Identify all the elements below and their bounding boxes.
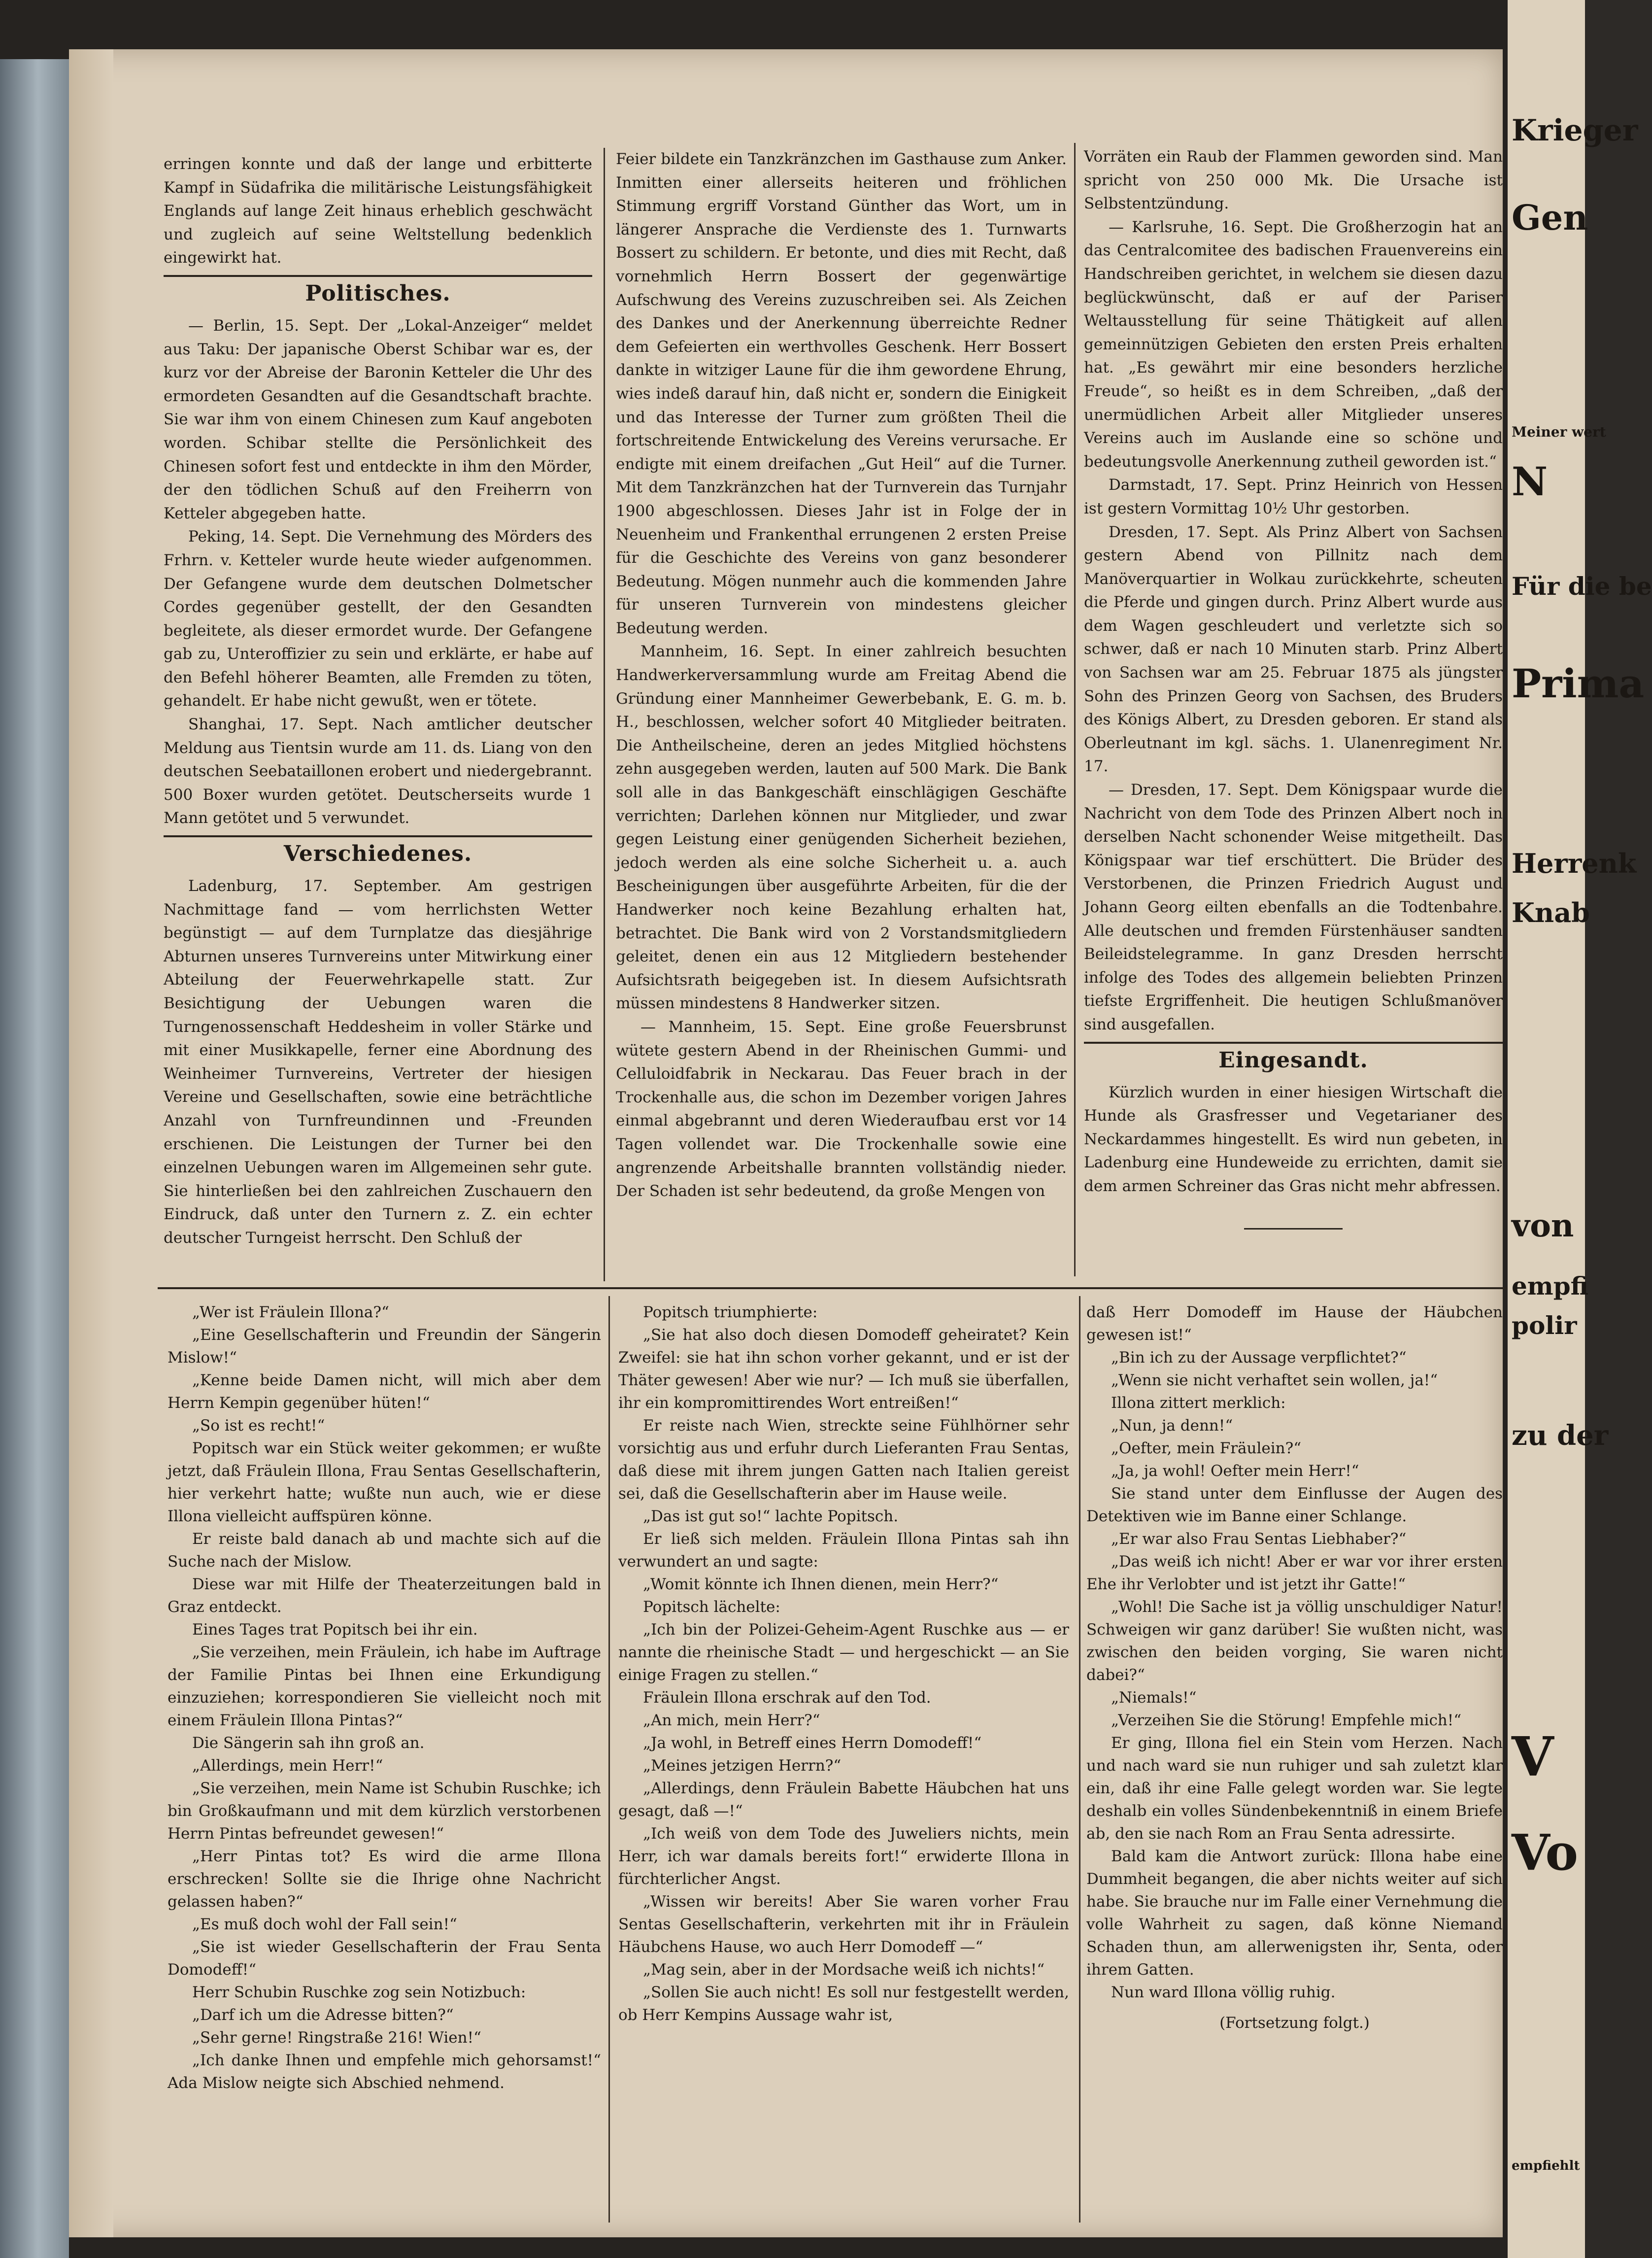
column-divider	[604, 148, 605, 1281]
story-paragraph: Fräulein Illona erschrak auf den Tod.	[643, 1689, 931, 1707]
story-paragraph: „Nun, ja denn!“	[1111, 1417, 1233, 1435]
ad-fragment: Meiner wert	[1512, 424, 1606, 440]
article-text: Vorräten ein Raub der Flammen geworden sind. Man spricht von 250 000 Mk. Die Ursache ist Selbstentzündung.	[1084, 148, 1503, 213]
article-text: Mannheim, 16. Sept. In einer zahlreich besuchten Handwerkerversammlung wurde am Freitag Abend die Gründung einer Mannheimer Gewerbebank, E. G. m. b. H., beschlossen, welcher sofort 40 Mitglieder beitraten. Die Antheilscheine, deren an jedes Mitglied höchstens zehn ausgegeben werden, lauten auf 500 Mark. Die Bank soll alle in das Bankgeschäft einschlägigen Geschäfte verrichten; Darlehen können nur Mitglieder, und zwar gegen Leistung einer genügenden Sicherheit beziehen, jedoch werden als eine solche Sicherheit u. a. auch Bescheinigungen über ausgeführte Arbeiten, für die der Handwerker noch keine Bezahlung erhalten hat, betrachtet. Die Bank wird von 2 Vorstandsmitgliedern geleitet, denen ein aus 12 Mitgliedern bestehender Aufsichtsrath beigegeben ist. In diesem Aufsichtsrath müssen mindestens 8 Handwerker sitzen.	[616, 643, 1067, 1013]
story-paragraph: „Wohl! Die Sache ist ja völlig unschuldiger Natur! Schweigen wir ganz darüber! Sie wußten nicht, was zwischen den beiden vorging, Sie waren nicht dabei?“	[1086, 1598, 1503, 1684]
article-text: — Karlsruhe, 16. Sept. Die Großherzogin hat an das Centralcomitee des badischen Frauenvereins ein Handschreiben gerichtet, in welchem sie diesen dazu beglückwünscht, daß er auf der Pariser Weltausstellung für seine Thätigkeit auf allen gemeinnützigen Gebieten den ersten Preis erhalten hat. „Es gewährt mir eine besonders herzliche Freude“, so heißt es in dem Schreiben, „daß der unermüdlichen Arbeit aller Mitglieder unseres Vereins auch im Auslande eine so schöne und bedeutungsvolle Anerkennung zutheil geworden ist.“	[1084, 218, 1503, 471]
story-paragraph: „Allerdings, mein Herr!“	[192, 1757, 383, 1775]
story-paragraph: Nun ward Illona völlig ruhig.	[1111, 1984, 1336, 2001]
story-paragraph: „Ja, ja wohl! Oefter mein Herr!“	[1111, 1462, 1359, 1480]
story-paragraph: „Meines jetzigen Herrn?“	[643, 1757, 842, 1775]
story-paragraph: Er ließ sich melden. Fräulein Illona Pintas sah ihn verwundert an und sagte:	[618, 1530, 1069, 1571]
story-paragraph: „Niemals!“	[1111, 1689, 1197, 1707]
column-divider	[608, 1296, 610, 2223]
story-paragraph: „Herr Pintas tot? Es wird die arme Illona erschrecken! Sollte sie die Ihrige ohne Nachricht gelassen haben?“	[168, 1847, 601, 1911]
article-text: Kürzlich wurden in einer hiesigen Wirtschaft die Hunde als Grasfresser und Vegetarianer des Neckardammes hingestellt. Es wird nun gebeten, in Ladenburg eine Hundeweide zu errichten, damit sie dem armen Schreiner das Gras nicht mehr abfressen.	[1084, 1083, 1503, 1195]
continued-note: (Fortsetzung folgt.)	[1219, 2014, 1370, 2032]
story-paragraph: Diese war mit Hilfe der Theaterzeitungen bald in Graz entdeckt.	[168, 1575, 601, 1616]
story-paragraph: „Sie ist wieder Gesellschafterin der Frau Senta Domodeff!“	[168, 1938, 601, 1979]
story-paragraph: Popitsch war ein Stück weiter gekommen; er wußte jetzt, daß Fräulein Illona, Frau Sentas Gesellschafterin, hier verkehrt hatte; wußte nun auch, wie er diese Illona vielleicht auffspüren könne.	[168, 1439, 601, 1525]
story-paragraph: Popitsch triumphierte:	[643, 1303, 818, 1321]
news-column-1	[164, 153, 592, 1250]
section-heading-eingesandt: Eingesandt.	[1084, 1042, 1503, 1075]
story-paragraph: „Ich danke Ihnen und empfehle mich gehorsamst!“ Ada Mislow neigte sich Abschied nehmend.	[168, 2052, 601, 2092]
story-paragraph: Sie stand unter dem Einflusse der Augen des Detektiven wie im Banne einer Schlange.	[1086, 1485, 1503, 1525]
article-text: — Mannheim, 15. Sept. Eine große Feuersbrunst wütete gestern Abend in der Rheinischen Gummi- und Celluloidfabrik in Neckarau. Das Feuer brach in der Trockenhalle aus, die schon im Dezember vorigen Jahres einmal abgebrannt und deren Wiederaufbau erst vor 14 Tagen vollendet war. Die Trockenhalle sowie eine angrenzende Arbeitshalle brannten vollständig nieder. Der Schaden ist sehr bedeutend, da große Mengen von	[616, 1018, 1067, 1200]
story-paragraph: „Sie verzeihen, mein Fräulein, ich habe im Auftrage der Familie Pintas bei Ihnen eine Erkundigung einzuziehen; korrespondieren Sie vielleicht noch mit einem Fräulein Illona Pintas?“	[168, 1643, 601, 1729]
story-paragraph: Eines Tages trat Popitsch bei ihr ein.	[192, 1621, 478, 1639]
story-paragraph: „Allerdings, denn Fräulein Babette Häubchen hat uns gesagt, daß —!“	[618, 1779, 1069, 1820]
column-divider	[1074, 143, 1076, 1276]
story-paragraph: Er reiste nach Wien, streckte seine Fühlhörner sehr vorsichtig aus und erfuhr durch Lieferanten Frau Sentas, daß diese mit ihrem jungen Gatten nach Italien gereist sei, daß die Gesellschafterin aber im Hause weile.	[618, 1417, 1069, 1503]
section-heading-verschiedenes: Verschiedenes.	[164, 835, 592, 869]
story-paragraph: „Bin ich zu der Aussage verpflichtet?“	[1111, 1349, 1407, 1367]
ad-fragment: Herrenk	[1512, 848, 1637, 879]
story-paragraph: „Eine Gesellschafterin und Freundin der Sängerin Mislow!“	[168, 1326, 601, 1367]
story-paragraph: „Er war also Frau Sentas Liebhaber?“	[1111, 1530, 1407, 1548]
story-paragraph: Bald kam die Antwort zurück: Illona habe eine Dummheit begangen, die aber nichts weiter auf sich habe. Sie brauche nur im Falle einer Vernehmung die volle Wahrheit zu sagen, daß könne Niemand Schaden thun, am allerwenigsten ihr, Senta, oder ihrem Gatten.	[1086, 1847, 1503, 1979]
story-paragraph: Die Sängerin sah ihn groß an.	[192, 1734, 425, 1752]
section-heading-politisches: Politisches.	[164, 275, 592, 308]
story-paragraph: Illona zittert merklich:	[1111, 1394, 1286, 1412]
story-paragraph: daß Herr Domodeff im Hause der Häubchen gewesen ist!“	[1086, 1303, 1503, 1344]
story-paragraph: „Das weiß ich nicht! Aber er war vor ihrer ersten Ehe ihr Verlobter und ist jetzt ihr Gatte!“	[1086, 1553, 1503, 1593]
story-paragraph: Herr Schubin Ruschke zog sein Notizbuch:	[192, 1984, 526, 2001]
feuilleton-column-2	[618, 1301, 1069, 2026]
story-paragraph: „Sie verzeihen, mein Name ist Schubin Ruschke; ich bin Großkaufmann und mit dem kürzlich verstorbenen Herrn Pintas befreundet gewesen!“	[168, 1779, 601, 1843]
story-paragraph: „Sollen Sie auch nicht! Es soll nur festgestellt werden, ob Herr Kempins Aussage wahr ist,	[618, 1984, 1069, 2024]
ad-fragment: empfi	[1512, 1271, 1589, 1300]
feuilleton-divider	[158, 1287, 1508, 1289]
ad-fragment: Krieger	[1512, 113, 1638, 148]
ad-fragment: Knab	[1512, 897, 1590, 928]
ad-fragment: Vo	[1512, 1823, 1579, 1882]
story-paragraph: „Oefter, mein Fräulein?“	[1111, 1439, 1302, 1457]
ad-fragment: von	[1512, 1207, 1574, 1244]
story-paragraph: „An mich, mein Herr?“	[643, 1711, 820, 1729]
story-paragraph: „Ich bin der Polizei-Geheim-Agent Ruschke aus — er nannte die rheinische Stadt — und hergeschickt — an Sie einige Fragen zu stellen.“	[618, 1621, 1069, 1684]
story-paragraph: „Verzeihen Sie die Störung! Empfehle mich!“	[1111, 1711, 1462, 1729]
story-paragraph: „Mag sein, aber in der Mordsache weiß ich nichts!“	[643, 1961, 1045, 1979]
ad-fragment: empfiehlt	[1512, 2158, 1580, 2173]
feuilleton-column-1	[168, 1301, 601, 2094]
adjacent-page-edge	[1508, 0, 1652, 2258]
story-paragraph: „Es muß doch wohl der Fall sein!“	[192, 1916, 457, 1933]
story-paragraph: „So ist es recht!“	[192, 1417, 325, 1435]
story-paragraph: Er ging, Illona fiel ein Stein vom Herzen. Nach und nach ward sie nun ruhiger und sah zuletzt klar ein, daß ihr eine Falle gelegt worden war. Sie legte deshalb ein volles Sündenbekenntniß in einem Briefe ab, den sie nach Rom an Frau Senta adressirte.	[1086, 1734, 1503, 1843]
ad-fragment: Prima	[1512, 660, 1645, 707]
article-text: Feier bildete ein Tanzkränzchen im Gasthause zum Anker. Inmitten einer allerseits heiteren und fröhlichen Stimmung ergriff Vorstand Günther das Wort, um in längerer Ansprache die Verdienste des 1. Turnwarts Bossert zu schildern. Er betonte, und dies mit Recht, daß vornehmlich Herrn Bossert der gegenwärtige Aufschwung des Vereins zuzuschreiben sei. Als Zeichen des Dankes und der Anerkennung überreichte Redner dem Gefeierten ein werthvolles Geschenk. Herr Bossert dankte in witziger Laune für die ihm gewordene Ehrung, wies indeß darauf hin, daß nicht er, sondern die Einigkeit und das Interesse der Turner zum größten Theil die fortschreitende Entwickelung des Vereins verursache. Er endigte mit einem dreifachen „Gut Heil“ auf die Turner. Mit dem Tanzkränzchen hat der Turnverein das Turnjahr 1900 abgeschlossen. Dieses Jahr ist in Folge der in Neuenheim und Frankenthal errungenen 2 ersten Preise für die Geschichte des Vereins von ganz besonderer Bedeutung. Mögen nunmehr auch die kommenden Jahre für unseren Turnverein von mindestens gleicher Bedeutung werden.	[616, 150, 1067, 637]
story-paragraph: „Wissen wir bereits! Aber Sie waren vorher Frau Sentas Gesellschafterin, verkehrten mit ihr in Fräulein Häubchens Hause, wo auch Herr Domodeff —“	[618, 1893, 1069, 1956]
end-rule	[1244, 1228, 1343, 1230]
article-text: Shanghai, 17. Sept. Nach amtlicher deutscher Meldung aus Tientsin wurde am 11. ds. Liang von den deutschen Seebataillonen erobert und niedergebrannt. 500 Boxer wurden getötet. Deutscherseits wurde 1 Mann getötet und 5 verwundet.	[164, 716, 592, 827]
article-text: — Berlin, 15. Sept. Der „Lokal-Anzeiger“ meldet aus Taku: Der japanische Oberst Schibar war es, der kurz vor der Abreise der Baronin Ketteler die Uhr des ermordeten Gesandten auf die Gesandtschaft brachte. Sie war ihm von einem Chinesen zum Kauf angeboten worden. Schibar stellte die Persönlichkeit des Chinesen sofort fest und entdeckte in ihm den Mörder, der den tödlichen Schuß auf den Freiherrn von Ketteler abgegeben hatte.	[164, 316, 592, 522]
story-paragraph: „Wenn sie nicht verhaftet sein wollen, ja!“	[1111, 1371, 1438, 1389]
story-paragraph: Er reiste bald danach ab und machte sich auf die Suche nach der Mislow.	[168, 1530, 601, 1571]
story-paragraph: „Darf ich um die Adresse bitten?“	[192, 2006, 454, 2024]
book-binding	[0, 59, 69, 2258]
article-text: Ladenburg, 17. September. Am gestrigen Nachmittage fand — vom herrlichsten Wetter begünstigt — auf dem Turnplatze das diesjährige Abturnen unseres Turnvereins unter Mitwirkung einer Abteilung der Feuerwehrkapelle statt. Zur Besichtigung der Uebungen waren die Turngenossenschaft Heddesheim in voller Stärke und mit einer Musikkapelle, ferner eine Abordnung des Weinheimer Turnvereins, Vertreter der hiesigen Vereine und Gesellschaften, sowie eine beträchtliche Anzahl von Turnfreundinnen und -Freunden erschienen. Die Leistungen der Turner bei den einzelnen Uebungen waren im Allgemeinen sehr gute. Sie hinterließen bei den zahlreichen Zuschauern den Eindruck, daß unter den Turnern z. Z. ein echter deutscher Turngeist herrscht. Den Schluß der	[164, 877, 592, 1247]
news-column-2	[616, 148, 1067, 1203]
news-column-3	[1084, 145, 1503, 1230]
article-text: Peking, 14. Sept. Die Vernehmung des Mörders des Frhrn. v. Ketteler wurde heute wieder aufgenommen. Der Gefangene wurde dem deutschen Dolmetscher Cordes gegenüber gestellt, der den Gesandten begleitete, als dieser ermordet wurde. Der Gefangene gab zu, Unteroffizier zu sein und erklärte, er habe auf den Befehl höherer Beamten, alle Fremden zu töten, gehandelt. Er habe nicht gewußt, wen er tötete.	[164, 528, 592, 710]
ad-fragment: zu der	[1512, 1419, 1609, 1452]
story-paragraph: „Kenne beide Damen nicht, will mich aber dem Herrn Kempin gegenüber hüten!“	[168, 1371, 601, 1412]
ad-fragment: polir	[1512, 1311, 1577, 1340]
story-paragraph: „Ja wohl, in Betreff eines Herrn Domodeff!“	[643, 1734, 982, 1752]
article-text: erringen konnte und daß der lange und erbitterte Kampf in Südafrika die militärische Leistungsfähigkeit Englands auf lange Zeit hinaus erheblich geschwächt und zugleich auf seine Weltstellung bedenklich eingewirkt hat.	[164, 155, 592, 267]
story-paragraph: „Sehr gerne! Ringstraße 216! Wien!“	[192, 2029, 481, 2047]
article-text: Dresden, 17. Sept. Als Prinz Albert von Sachsen gestern Abend von Pillnitz nach dem Manöverquartier in Wolkau zurückkehrte, scheuten die Pferde und gingen durch. Prinz Albert wurde aus dem Wagen geschleudert und verletzte sich so schwer, daß er nach 10 Minuten starb. Prinz Albert von Sachsen war am 25. Februar 1875 als jüngster Sohn des Prinzen Georg von Sachsen, des Bruders des Königs Albert, zu Dresden geboren. Er stand als Oberleutnant im kgl. sächs. 1. Ulanenregiment Nr. 17.	[1084, 523, 1503, 776]
feuilleton-column-3	[1086, 1301, 1503, 2034]
story-paragraph: „Ich weiß von dem Tode des Juweliers nichts, mein Herr, ich war damals bereits fort!“ erwiderte Illona in fürchterlicher Angst.	[618, 1825, 1069, 1888]
ad-fragment: Für die be	[1512, 572, 1652, 601]
story-paragraph: „Wer ist Fräulein Illona?“	[192, 1303, 389, 1321]
ad-fragment: N	[1512, 458, 1548, 505]
column-divider	[1079, 1296, 1080, 2223]
story-paragraph: „Sie hat also doch diesen Domodeff geheiratet? Kein Zweifel: sie hat ihn schon vorher gekannt, und er ist der Thäter gewesen! Aber wie nur? — Ich muß sie überfallen, ihr ein kompromittirendes Wort entreißen!“	[618, 1326, 1069, 1412]
ad-fragment: Gen	[1512, 197, 1588, 238]
article-text: — Dresden, 17. Sept. Dem Königspaar wurde die Nachricht von dem Tode des Prinzen Albert noch in derselben Nacht schonender Weise mitgetheilt. Das Königspaar war tief erschüttert. Die Brüder des Verstorbenen, die Prinzen Friedrich August und Johann Georg eilten ebenfalls an die Todtenbahre. Alle deutschen und fremden Fürstenhäuser sandten Beileidstelegramme. In ganz Dresden herrscht infolge des Todes des allgemein beliebten Prinzen tiefste Ergriffenheit. Die heutigen Schlußmanöver sind ausgefallen.	[1084, 781, 1503, 1033]
story-paragraph: Popitsch lächelte:	[643, 1598, 780, 1616]
story-paragraph: „Womit könnte ich Ihnen dienen, mein Herr?“	[643, 1575, 999, 1593]
ad-fragment: V	[1512, 1725, 1554, 1788]
story-paragraph: „Das ist gut so!“ lachte Popitsch.	[643, 1507, 899, 1525]
page-gutter-shadow	[69, 49, 113, 2237]
article-text: Darmstadt, 17. Sept. Prinz Heinrich von Hessen ist gestern Vormittag 10½ Uhr gestorben.	[1084, 476, 1503, 517]
